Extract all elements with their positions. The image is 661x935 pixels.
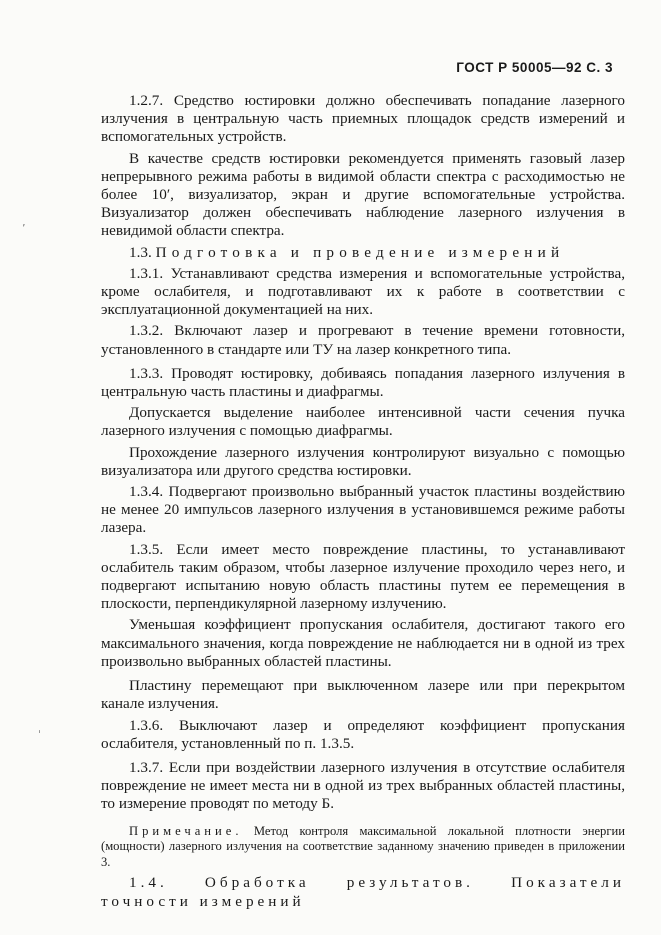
paragraph-alignment-means: В качестве средств юстировки рекомендуется применять газовый лазер непрерывного режима работы в видимой области спектра с расходимостью не более 10′, визуализатор, экран и другие вспомогательные устройства. Визуализатор должен обеспечивать наблюдение лазерного излучения в невидимой области спектра. — [101, 149, 625, 240]
paragraph-1-3-3: 1.3.3. Проводят юстировку, добиваясь попадания лазерного излучения в центральную часть пластины и диафрагмы. — [101, 364, 625, 401]
note-label: Примечание. — [129, 823, 243, 838]
paragraph-visual-control: Прохождение лазерного излучения контролируют визуально с помощью визуализатора или другого средства юстировки. — [101, 443, 625, 479]
document-body — [101, 92, 625, 911]
note — [101, 824, 625, 871]
note-text: Метод контроля максимальной локальной плотности энергии (мощности) лазерного излучения на соответствие заданному значению приведен в приложении 3. — [101, 823, 625, 869]
paragraph-diaphragm: Допускается выделение наиболее интенсивной части сечения пучка лазерного излучения с помощью диафрагмы. — [101, 404, 625, 440]
section-1-3-heading — [101, 244, 625, 262]
section-title: Подготовка и проведение измерений — [155, 243, 565, 261]
scan-mark-1: ʼ — [22, 222, 26, 235]
paragraph-1-3-7: 1.3.7. Если при воздействии лазерного излучения в отсутствие ослабителя повреждение не имеет места ни в одной из трех выбранных областей пластины, то измерение проводят по методу Б. — [101, 758, 625, 813]
paragraph-plate-move: Пластину перемещают при выключенном лазере или при перекрытом канале излучения. — [101, 677, 625, 713]
paragraph-1-2-7: 1.2.7. Средство юстировки должно обеспечивать попадание лазерного излучения в центральную часть приемных площадок средств измерений и вспомогательных устройств. — [101, 92, 625, 146]
page-header: ГОСТ Р 50005—92 С. 3 — [456, 60, 613, 75]
paragraph-attenuation: Уменьшая коэффициент пропускания ослабителя, достигают такого его максимального значения, когда повреждение не наблюдается ни в одной из трех произвольно выбранных областей пластины. — [101, 616, 625, 670]
scan-mark-2: ˈ — [38, 728, 42, 741]
paragraph-1-3-2: 1.3.2. Включают лазер и прогревают в течение времени готовности, установленного в стандарте или ТУ на лазер конкретного типа. — [101, 322, 625, 358]
paragraph-1-3-6: 1.3.6. Выключают лазер и определяют коэффициент пропускания ослабителя, установленный по п. 1.3.5. — [101, 716, 625, 752]
section-1-4-heading: 1.4. Обработка результатов. Показатели точности измерений — [101, 874, 625, 910]
paragraph-1-3-4: 1.3.4. Подвергают произвольно выбранный участок пластины воздействию не менее 20 импульсов лазерного излучения в установившемся режиме работы лазера. — [101, 483, 625, 537]
paragraph-1-3-5: 1.3.5. Если имеет место повреждение пластины, то устанавливают ослабитель таким образом, чтобы лазерное излучение проходило через него, и подвергают испытанию новую область пластины путем ее перемещения в плоскости, перпендикулярной лазерному излучению. — [101, 540, 625, 613]
section-number: 1.3. — [129, 243, 152, 261]
paragraph-1-3-1: 1.3.1. Устанавливают средства измерения и вспомогательные устройства, кроме ослабителя, и подготавливают их к работе в соответствии с эксплуатационной документацией на них. — [101, 264, 625, 319]
